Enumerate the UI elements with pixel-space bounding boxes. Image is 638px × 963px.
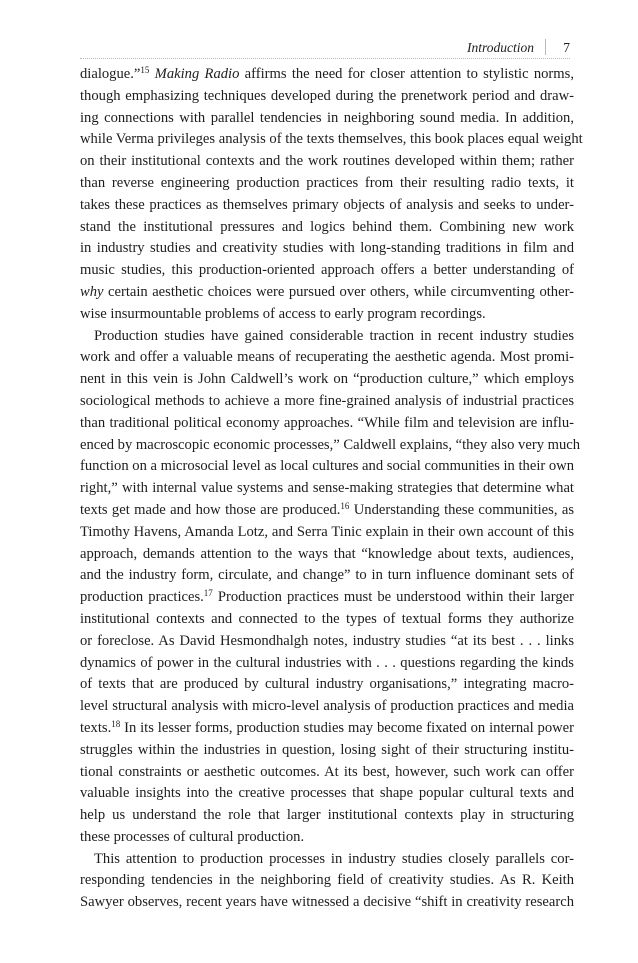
- text-line: [80, 456, 574, 478]
- text-line: [80, 827, 574, 849]
- text-segment: texts.: [80, 719, 112, 736]
- text-segment: Sawyer observes, recent years have witnessed a decisive “shift in creativity research: [80, 894, 574, 911]
- text-line: [80, 478, 574, 500]
- text-segment: in industry studies and creativity studies with long-standing traditions in film and: [80, 240, 574, 257]
- text-line: [80, 86, 574, 108]
- text-segment: tional constraints or aesthetic outcomes. At its best, however, such work can offer: [80, 763, 574, 780]
- text-line: [80, 696, 574, 718]
- text-line: [80, 129, 583, 151]
- footnote-ref: 18: [111, 718, 121, 729]
- text-line: [80, 151, 574, 173]
- text-segment: certain aesthetic choices were pursued over others, while circumventing other-: [103, 283, 574, 300]
- text-segment: function on a microsocial level as local cultures and social communities in their own: [80, 458, 575, 475]
- text-line: [80, 653, 574, 675]
- text-line: [80, 674, 574, 696]
- text-segment: on their institutional contexts and the work routines developed within them; rather: [80, 153, 574, 170]
- text-segment: takes these practices as themselves primary objects of analysis and seeks to under-: [80, 196, 574, 213]
- text-line: [80, 435, 581, 457]
- text-line: [80, 631, 574, 653]
- text-line: [80, 718, 574, 740]
- text-segment: Understanding these communities, as: [349, 501, 574, 518]
- text-segment: than traditional political economy approaches. “While film and television are influ-: [80, 414, 574, 431]
- text-segment: of texts that are produced by cultural industry organisations,” integrating macro-: [80, 676, 574, 693]
- text-line: [80, 260, 574, 282]
- text-line: [80, 587, 574, 609]
- text-line: [80, 609, 574, 631]
- running-head-separator: [545, 39, 546, 55]
- text-segment: production practices.: [80, 589, 204, 606]
- text-segment: Production practices must be understood within their larger: [212, 589, 574, 606]
- text-segment: valuable insights into the creative processes that shape popular cultural texts and: [80, 785, 574, 802]
- text-line: [80, 217, 574, 239]
- text-line: [80, 347, 574, 369]
- text-line: [80, 369, 574, 391]
- footnote-ref: 15: [140, 65, 150, 75]
- text-line: [80, 64, 574, 86]
- text-line: [80, 783, 574, 805]
- text-segment: Production studies have gained considerable traction in recent industry studies: [94, 327, 574, 344]
- italic-text: Making Radio: [154, 66, 240, 82]
- text-line: [80, 805, 574, 827]
- text-segment: struggles within the industries in question, losing sight of their structuring institu-: [80, 741, 574, 758]
- text-segment: stand the institutional pressures and logics behind them. Combining new work: [80, 218, 574, 235]
- text-segment: level structural analysis with micro-level analysis of production practices and media: [80, 698, 574, 715]
- text-segment: institutional contexts and connected to the types of textual forms they authorize: [80, 610, 574, 627]
- text-segment: than reverse engineering production practices from their resulting radio texts, it: [80, 174, 574, 191]
- text-segment: affirms the need for closer attention to stylistic norms,: [239, 66, 574, 82]
- text-segment: work and offer a valuable means of recuperating the aesthetic agenda. Most promi-: [80, 349, 574, 366]
- text-line: [80, 565, 574, 587]
- text-line: [80, 740, 574, 762]
- text-segment: dynamics of power in the cultural industries with . . . questions regarding the kinds: [80, 654, 574, 671]
- text-line: [80, 282, 574, 304]
- text-segment: approach, demands attention to the ways that “knowledge about texts, audiences,: [80, 545, 574, 562]
- text-segment: Timothy Havens, Amanda Lotz, and Serra Tinic explain in their own account of this: [80, 523, 574, 540]
- text-line: [80, 500, 574, 522]
- text-line: [80, 195, 574, 217]
- text-segment: though emphasizing techniques developed during the prenetwork period and draw-: [80, 87, 574, 104]
- footnote-ref: 17: [203, 588, 213, 599]
- text-segment: music studies, this production-oriented approach offers a better understanding of: [80, 262, 574, 279]
- text-segment: responding tendencies in the neighboring field of creativity studies. As R. Keith: [80, 872, 574, 889]
- text-segment: right,” with internal value systems and sense-making strategies that determine what: [80, 480, 574, 497]
- text-line: [80, 173, 574, 195]
- text-segment: wise insurmountable problems of access to early program recordings.: [80, 305, 486, 322]
- text-segment: This attention to production processes in industry studies closely parallels cor-: [94, 850, 574, 867]
- running-head-title: Introduction: [467, 40, 534, 55]
- text-segment: while Verma privileges analysis of the texts themselves, this book places equal weight: [80, 131, 583, 148]
- text-segment: enced by macroscopic economic processes,” Caldwell explains, “they also very much: [80, 436, 581, 453]
- text-line: [80, 326, 574, 348]
- text-segment: these processes of cultural production.: [80, 828, 305, 845]
- text-segment: help us understand the role that larger institutional contexts play in structuring: [80, 807, 574, 824]
- text-line: [80, 108, 574, 130]
- footnote-ref: 16: [340, 500, 350, 511]
- text-segment: dialogue.”: [80, 66, 141, 82]
- running-head: [80, 38, 570, 59]
- text-segment: and the industry form, circulate, and change” to in turn influence dominant sets of: [80, 567, 574, 584]
- italic-text: why: [80, 283, 104, 300]
- text-segment: sociological methods to achieve a more fine-grained analysis of industrial practices: [80, 392, 574, 409]
- text-segment: or foreclose. As David Hesmondhalgh notes, industry studies “at its best . . . links: [80, 632, 574, 649]
- text-segment: texts get made and how those are produced.: [80, 501, 341, 518]
- text-line: [80, 522, 574, 544]
- body-text: [80, 64, 583, 914]
- text-segment: nent in this vein is John Caldwell’s work on “production culture,” which employs: [80, 371, 574, 388]
- text-line: [80, 391, 574, 413]
- text-line: [80, 870, 574, 892]
- text-line: [80, 304, 574, 326]
- text-segment: ing connections with parallel tendencies in neighboring sound media. In addition,: [80, 109, 574, 126]
- text-line: [80, 413, 574, 435]
- text-line: [80, 544, 574, 566]
- page-number: 7: [563, 40, 570, 55]
- text-line: [80, 762, 574, 784]
- text-line: [80, 238, 574, 260]
- text-line: [80, 892, 574, 914]
- text-segment: In its lesser forms, production studies may become fixated on internal power: [120, 719, 574, 736]
- text-line: [80, 849, 574, 871]
